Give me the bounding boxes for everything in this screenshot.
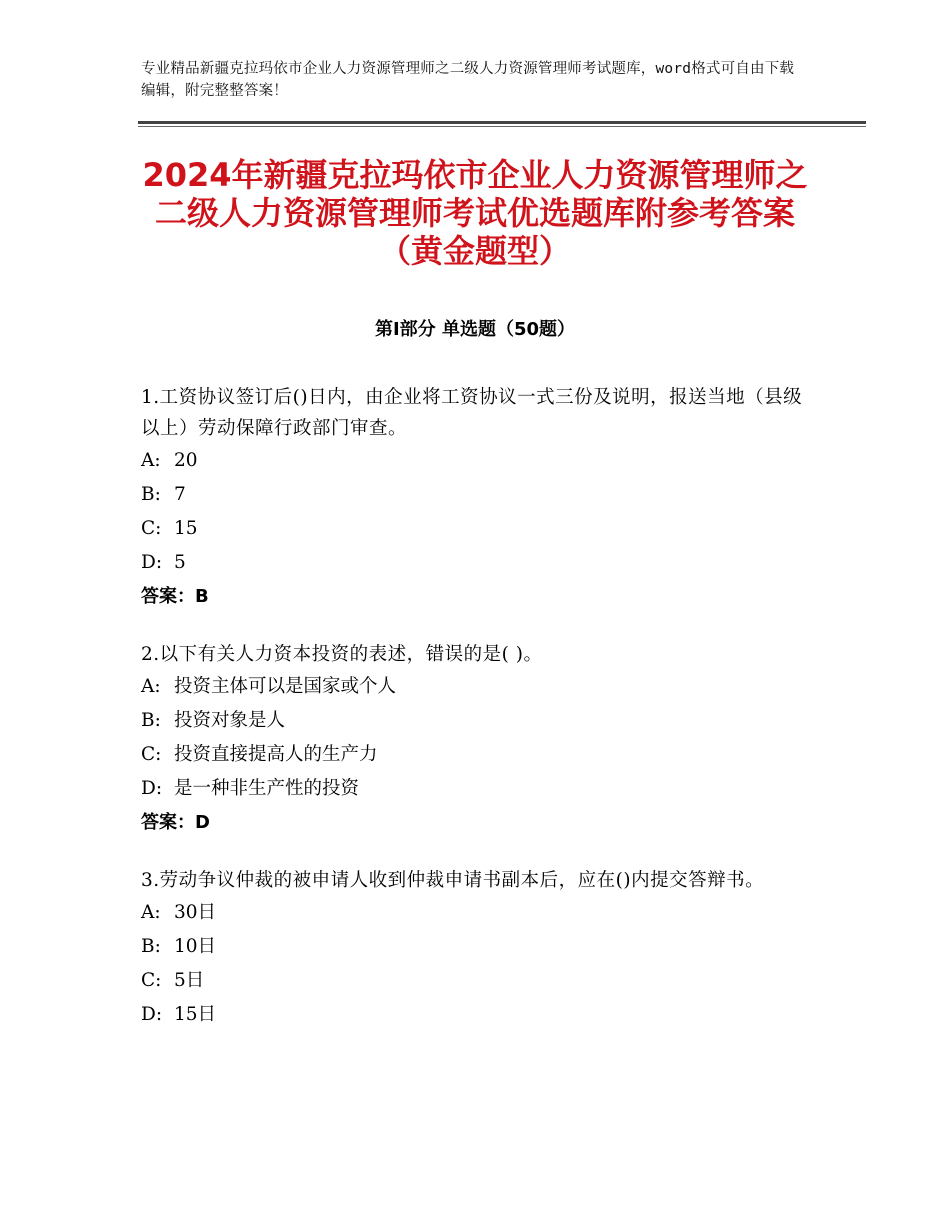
- document-title: 2024年新疆克拉玛依市企业人力资源管理师之二级人力资源管理师考试优选题库附参考答案（黄金题型）: [142, 156, 808, 270]
- option-label: B:: [141, 484, 161, 505]
- option-a: [141, 896, 821, 930]
- question-3: [141, 865, 821, 1032]
- option-text: 投资主体可以是国家或个人: [174, 676, 397, 697]
- option-b: [141, 478, 821, 512]
- option-c: [141, 964, 821, 998]
- option-label: D:: [141, 778, 163, 799]
- option-d: [141, 772, 821, 806]
- option-text: 20: [174, 450, 198, 471]
- option-d: [141, 998, 821, 1032]
- option-label: D:: [141, 1004, 163, 1025]
- question-1: [141, 382, 821, 614]
- option-text: 投资直接提高人的生产力: [174, 744, 378, 765]
- question-stem: 1.工资协议签订后()日内，由企业将工资协议一式三份及说明，报送当地（县级以上）劳动保障行政部门审查。: [141, 387, 803, 439]
- option-a: [141, 444, 821, 478]
- option-label: A:: [141, 902, 161, 923]
- question-stem: 2.以下有关人力资本投资的表述，错误的是( )。: [141, 644, 543, 665]
- option-b: [141, 704, 821, 738]
- section-title: 第Ⅰ部分 单选题（50题）: [374, 319, 575, 340]
- option-label: C:: [141, 970, 162, 991]
- option-text: 是一种非生产性的投资: [174, 778, 360, 799]
- option-text: 投资对象是人: [174, 710, 286, 731]
- option-text: 15: [174, 518, 198, 539]
- option-text: 5日: [174, 970, 205, 991]
- answer: 答案：D: [141, 812, 210, 833]
- option-text: 10日: [174, 936, 217, 957]
- option-text: 15日: [174, 1004, 217, 1025]
- question-list: [141, 382, 821, 1057]
- header-note: 专业精品新疆克拉玛依市企业人力资源管理师之二级人力资源管理师考试题库，word格式可自由下载编辑，附完整整答案！: [141, 61, 795, 99]
- question-2: [141, 639, 821, 840]
- answer: 答案：B: [141, 586, 209, 607]
- option-label: B:: [141, 936, 161, 957]
- option-c: [141, 738, 821, 772]
- option-label: A:: [141, 676, 161, 697]
- option-label: A:: [141, 450, 161, 471]
- option-label: C:: [141, 744, 162, 765]
- option-text: 5: [174, 552, 186, 573]
- option-text: 30日: [174, 902, 217, 923]
- option-text: 7: [174, 484, 186, 505]
- option-label: D:: [141, 552, 163, 573]
- question-stem: 3.劳动争议仲裁的被申请人收到仲裁申请书副本后，应在()内提交答辩书。: [141, 870, 765, 891]
- option-c: [141, 512, 821, 546]
- option-b: [141, 930, 821, 964]
- option-a: [141, 670, 821, 704]
- header-rule-thin: [138, 126, 866, 127]
- option-d: [141, 546, 821, 580]
- header-rule-thick: [138, 121, 866, 124]
- option-label: C:: [141, 518, 162, 539]
- option-label: B:: [141, 710, 161, 731]
